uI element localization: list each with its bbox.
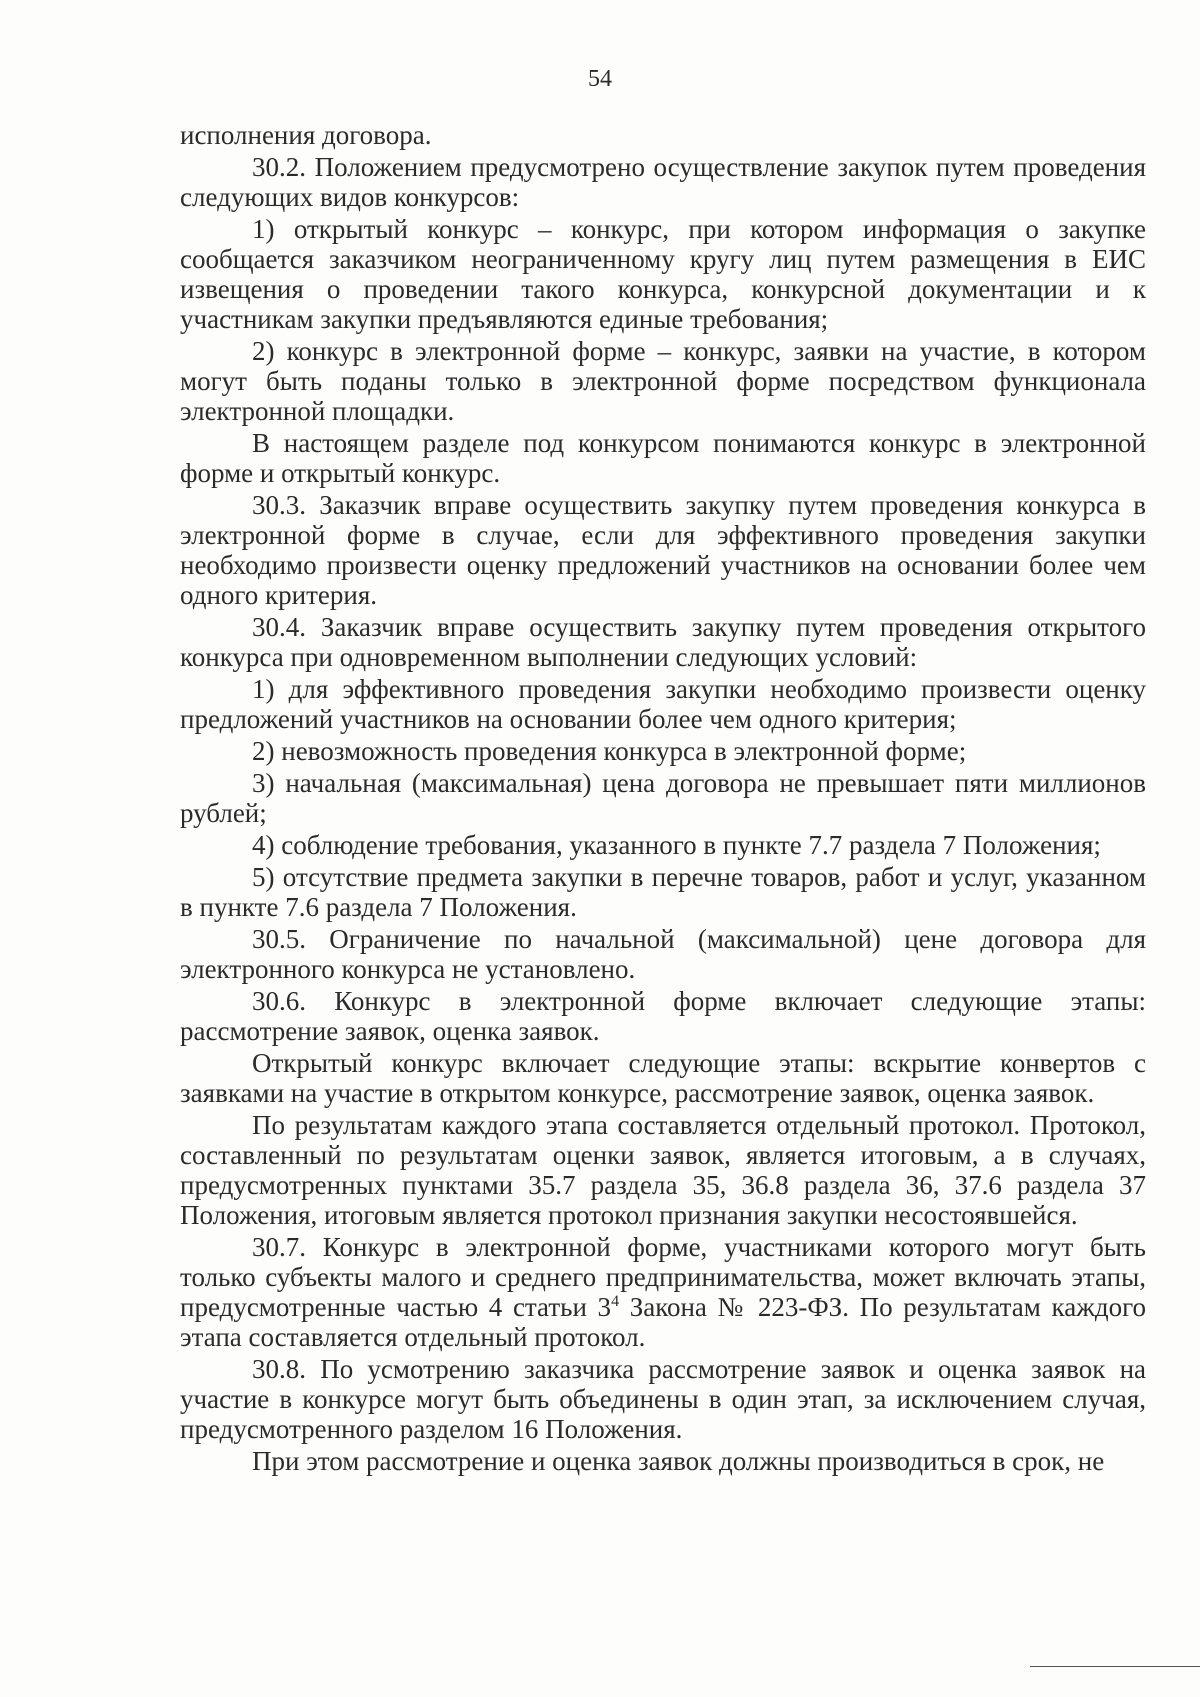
document-body bbox=[180, 120, 1146, 1478]
paragraph: В настоящем разделе под конкурсом понимаются конкурс в электронной форме и открытый конкурс. bbox=[180, 428, 1146, 488]
bottom-rule bbox=[1030, 1666, 1200, 1667]
page-number: 54 bbox=[588, 66, 612, 92]
paragraph: При этом рассмотрение и оценка заявок должны производиться в срок, не bbox=[252, 1446, 1105, 1476]
paragraph: 4) соблюдение требования, указанного в пункте 7.7 раздела 7 Положения; bbox=[252, 830, 1101, 860]
paragraph: 5) отсутствие предмета закупки в перечне товаров, работ и услуг, указанном в пункте 7.6 раздела 7 Положения. bbox=[180, 862, 1146, 922]
paragraph: 2) конкурс в электронной форме – конкурс, заявки на участие, в котором могут быть поданы только в электронной форме посредством функционала электронной площадки. bbox=[180, 336, 1146, 426]
paragraph: По результатам каждого этапа составляется отдельный протокол. Протокол, составленный по результатам оценки заявок, является итоговым, а в случаях, предусмотренных пунктами 35.7 раздела 35, 36.8 раздела 36, 37.6 раздела 37 Положения, итоговым является протокол признания закупки несостоявшейся. bbox=[180, 1110, 1146, 1230]
paragraph: 1) для эффективного проведения закупки необходимо произвести оценку предложений участников на основании более чем одного критерия; bbox=[180, 674, 1146, 734]
paragraph: 3) начальная (максимальная) цена договора не превышает пяти миллионов рублей; bbox=[180, 768, 1146, 828]
paragraph: 1) открытый конкурс – конкурс, при котором информация о закупке сообщается заказчиком неограниченному кругу лиц путем размещения в ЕИС извещения о проведении такого конкурса, конкурсной документации и к участникам закупки предъявляются единые требования; bbox=[180, 214, 1146, 334]
superscript: 4 bbox=[611, 1293, 620, 1310]
paragraph: 30.6. Конкурс в электронной форме включает следующие этапы: рассмотрение заявок, оценка заявок. bbox=[180, 986, 1146, 1046]
paragraph: 30.2. Положением предусмотрено осуществление закупок путем проведения следующих видов конкурсов: bbox=[180, 152, 1146, 212]
paragraph-text-after: Закона № 223-ФЗ. По результатам каждого этапа составляется отдельный протокол. bbox=[180, 1292, 1146, 1352]
paragraph: Открытый конкурс включает следующие этапы: вскрытие конвертов с заявками на участие в открытом конкурсе, рассмотрение заявок, оценка заявок. bbox=[180, 1048, 1146, 1108]
paragraph: исполнения договора. bbox=[180, 120, 432, 150]
paragraph: 2) невозможность проведения конкурса в электронной форме; bbox=[252, 736, 967, 766]
paragraph-text-before: 30.7. Конкурс в электронной форме, участниками которого могут быть только субъекты малого и среднего предпринимательства, может включать этапы, предусмотренные частью 4 статьи 3 bbox=[180, 1232, 1146, 1322]
paragraph: 30.8. По усмотрению заказчика рассмотрение заявок и оценка заявок на участие в конкурсе могут быть объединены в один этап, за исключением случая, предусмотренного разделом 16 Положения. bbox=[180, 1354, 1146, 1444]
paragraph: 30.3. Заказчик вправе осуществить закупку путем проведения конкурса в электронной форме в случае, если для эффективного проведения закупки необходимо произвести оценку предложений участников на основании более чем одного критерия. bbox=[180, 490, 1146, 610]
paragraph: 30.4. Заказчик вправе осуществить закупку путем проведения открытого конкурса при одновременном выполнении следующих условий: bbox=[180, 612, 1146, 672]
paragraph-with-superscript bbox=[180, 1232, 1146, 1352]
paragraph: 30.5. Ограничение по начальной (максимальной) цене договора для электронного конкурса не установлено. bbox=[180, 924, 1146, 984]
